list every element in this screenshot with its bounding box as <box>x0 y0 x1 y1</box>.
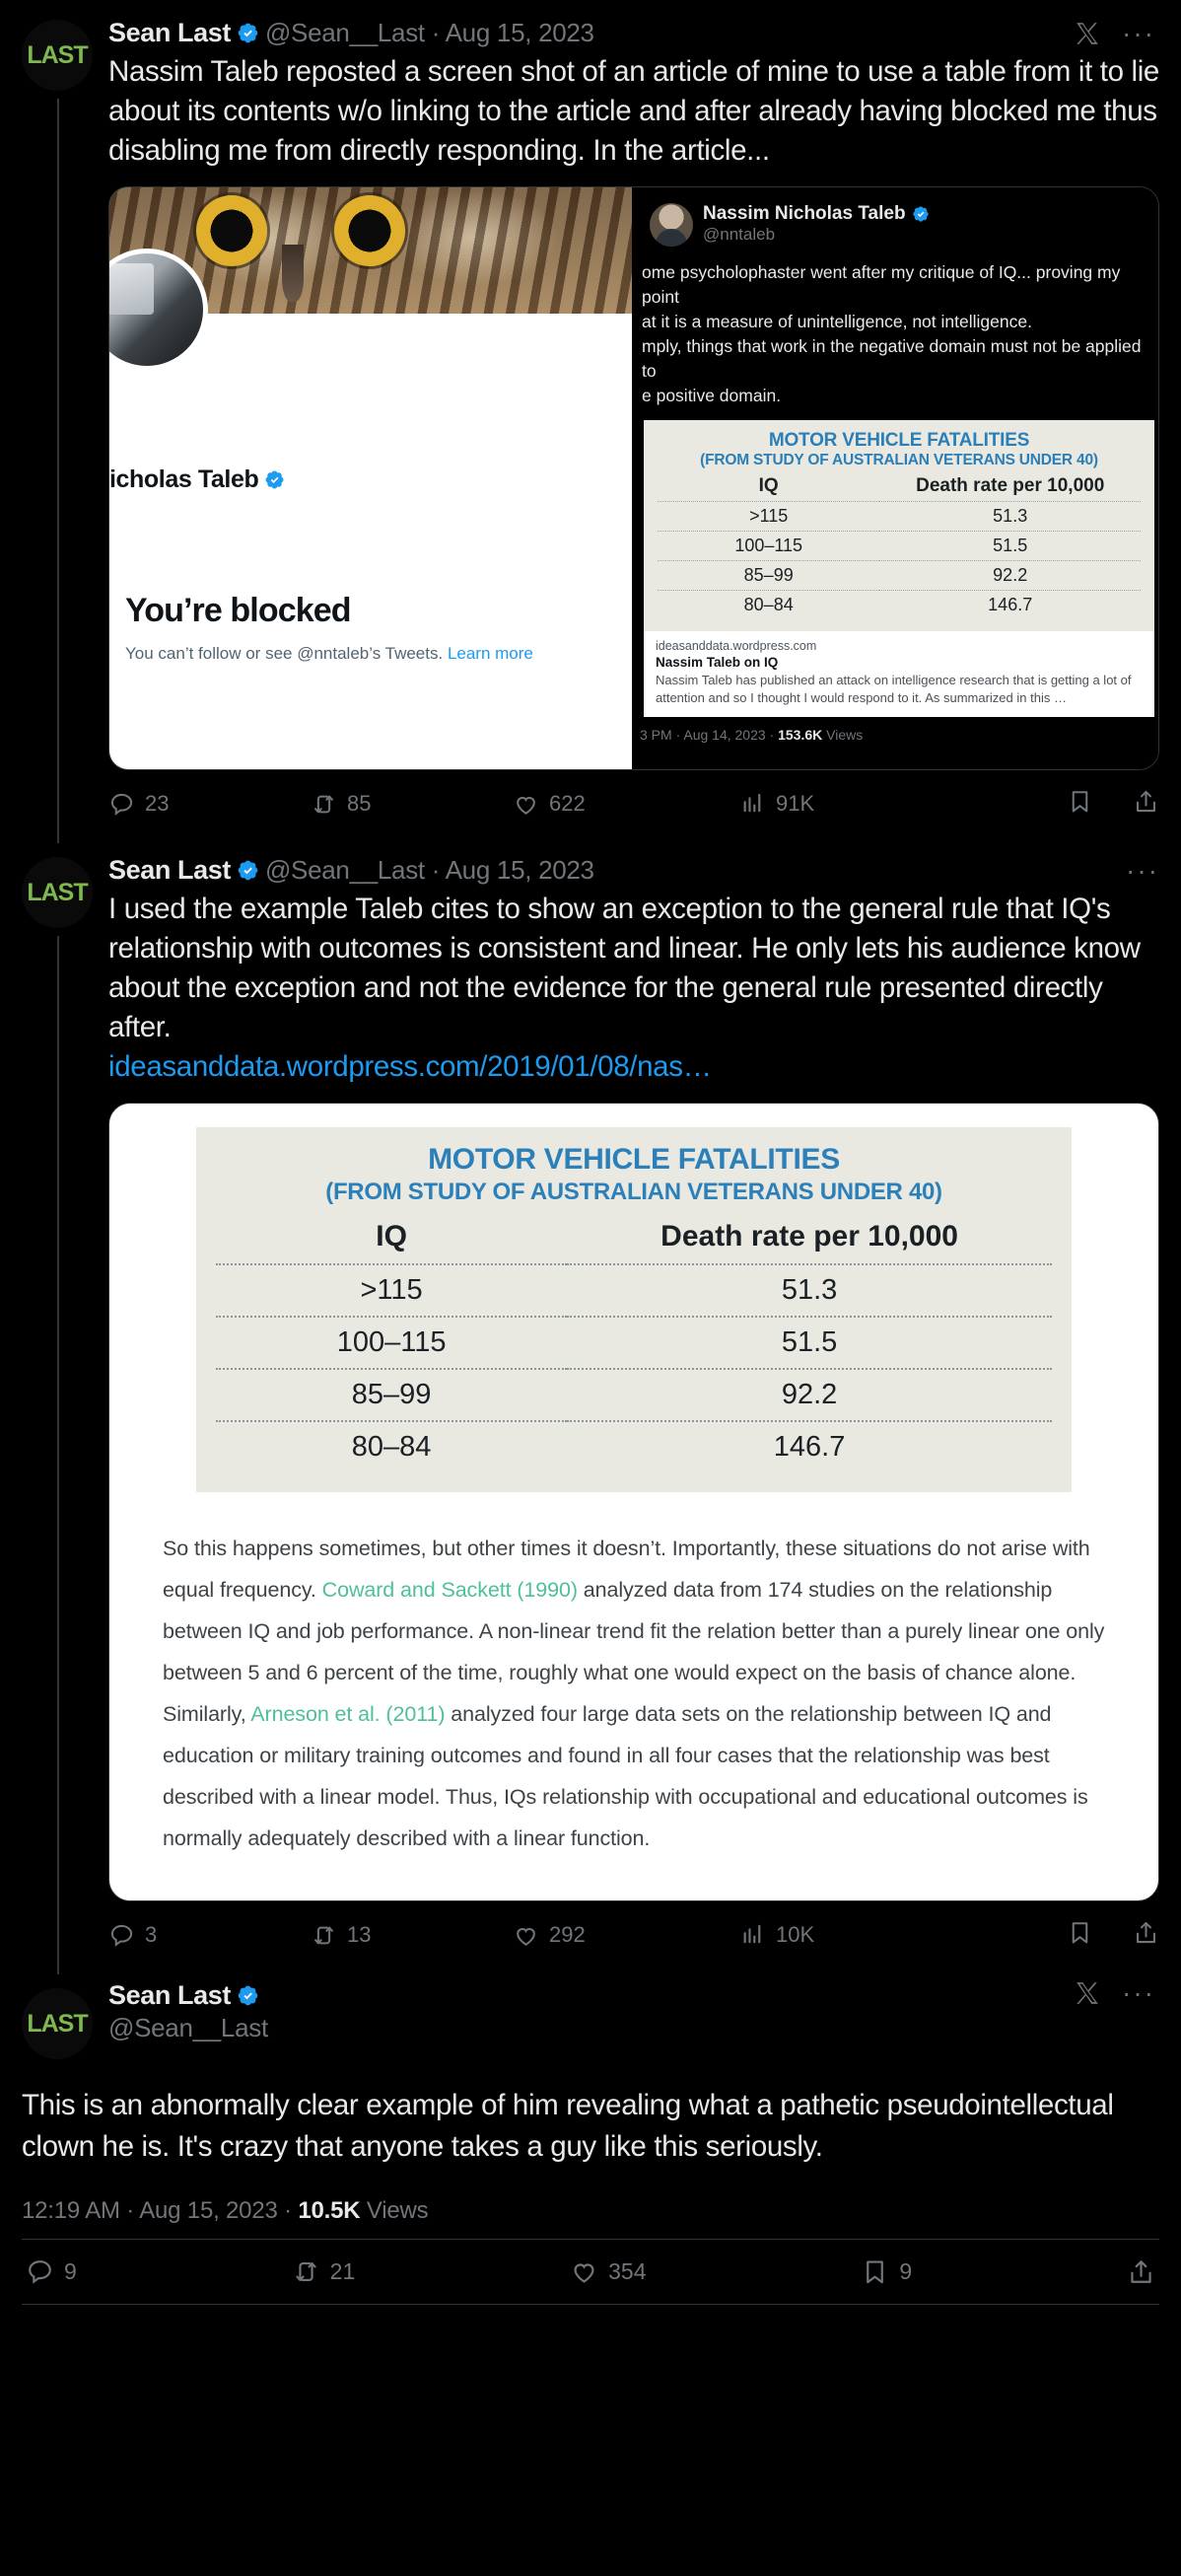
tweet-1-actions <box>108 788 1159 833</box>
fatalities-table <box>216 1216 1052 1472</box>
cell-iq: >115 <box>216 1264 567 1317</box>
blocked-profile-name-row <box>109 465 285 494</box>
bookmark-button[interactable] <box>1067 1919 1093 1951</box>
tweet-2-text-body: I used the example Taleb cites to show an exception to the general rule that IQ's relationship with outcomes is consistent and linear. He only lets his audience know about the exception and not the evidence for the general rule presented directly after. <box>108 893 1141 1043</box>
cell-rate: 146.7 <box>879 591 1141 620</box>
citation-coward-sackett[interactable]: Coward and Sackett (1990) <box>321 1578 578 1602</box>
tweet-3-text: This is an abnormally clear example of him revealing what a pathetic pseudointellectual clown he is. It's crazy that anyone takes a guy like this seriously. <box>22 2089 1114 2163</box>
taleb-tweet-text <box>642 260 1148 408</box>
reply-icon <box>26 2257 54 2286</box>
verified-badge-icon <box>912 205 930 223</box>
taleb-text-line-1: ome psycholophaster went after my critique of IQ... proving my point <box>642 262 1121 307</box>
repost-count: 85 <box>347 791 372 816</box>
cell-rate: 51.5 <box>879 532 1141 561</box>
table-row <box>658 502 1141 532</box>
column-header-death-rate: Death rate per 10,000 <box>916 475 1105 496</box>
paragraph-part: analyzed four large data sets on the relationship between IQ and education or military training outcomes and found in all four cases that the relationship was best described with a linear model. Thus, IQs relationship with occupational and educational outcomes is normally adequately described with a linear function. <box>163 1702 1088 1850</box>
link-preview-description: Nassim Taleb has published an attack on intelligence research that is getting a lot of attention and so I thought I would respond to it. As summarized in this … <box>656 673 1132 705</box>
share-button[interactable] <box>1127 2257 1155 2286</box>
fatalities-table-small <box>644 420 1154 631</box>
share-button[interactable] <box>1133 788 1159 820</box>
fatalities-subtitle: (FROM STUDY OF AUSTRALIAN VETERANS UNDER 40) <box>325 1179 942 1205</box>
article-paragraph <box>109 1492 1158 1900</box>
taleb-name-row <box>703 203 930 225</box>
thread-connector-line <box>57 936 59 1974</box>
reply-count: 23 <box>145 791 170 816</box>
tweet-3-meta: 12:19 AM · Aug 15, 2023 · 10.5K Views <box>22 2197 429 2224</box>
reply-icon <box>108 1922 135 1949</box>
cell-iq: 80–84 <box>658 591 879 620</box>
table-row <box>658 561 1141 591</box>
like-button[interactable] <box>513 1922 739 1949</box>
cell-iq: 100–115 <box>216 1317 567 1369</box>
cell-iq: 85–99 <box>216 1369 567 1421</box>
views-button[interactable] <box>739 791 1067 818</box>
x-logo-icon[interactable] <box>1075 1980 1100 2006</box>
analytics-icon <box>739 791 766 818</box>
paragraph-part: So this happens sometimes, but other times it doesn’t. Importantly, these situations do not arise with equal frequency. <box>163 1537 1090 1602</box>
blocked-heading: You’re blocked <box>125 592 351 629</box>
cell-rate: 51.3 <box>879 502 1141 532</box>
reply-icon <box>108 791 135 818</box>
reply-count: 9 <box>64 2258 77 2284</box>
author-display-name[interactable]: Sean Last <box>108 1980 231 2010</box>
taleb-tweet-footer: 3 PM · Aug 14, 2023 · 153.6K Views <box>640 727 864 743</box>
like-count: 354 <box>608 2258 647 2284</box>
blocked-card <box>109 187 632 769</box>
tweet-1-date: · Aug 15, 2023 <box>431 18 594 47</box>
repost-button[interactable] <box>292 2257 356 2286</box>
taleb-text-line-2: at it is a measure of unintelligence, not intelligence. <box>642 312 1032 331</box>
tweet-2-article-image[interactable] <box>108 1103 1159 1901</box>
table-row <box>658 532 1141 561</box>
citation-arneson[interactable]: Arneson et al. (2011) <box>250 1702 446 1726</box>
avatar-label: LAST <box>27 878 88 906</box>
tweet-3-views-count: 10.5K <box>298 2197 361 2224</box>
share-icon <box>1133 1919 1159 1946</box>
tweet-2-date: · Aug 15, 2023 <box>431 855 594 885</box>
taleb-footer-views-count: 153.6K <box>778 727 823 743</box>
tweet-2-text <box>108 890 1159 1087</box>
bookmark-icon <box>1067 788 1093 815</box>
taleb-handle: @nntaleb <box>703 225 776 244</box>
author-display-name[interactable]: Sean Last <box>108 855 231 885</box>
fatalities-title: MOTOR VEHICLE FATALITIES <box>428 1143 840 1176</box>
tweet-3-gutter <box>22 1980 108 2059</box>
column-header-iq: IQ <box>758 475 779 496</box>
author-handle-and-date <box>265 18 594 48</box>
media-taleb-screenshot[interactable] <box>636 187 1158 769</box>
blocked-profile-name: icholas Taleb <box>109 465 259 493</box>
reply-button[interactable] <box>26 2257 77 2286</box>
taleb-footer-time: 3 PM <box>640 727 672 743</box>
reply-button[interactable] <box>108 791 311 818</box>
tweet-1-text: Nassim Taleb reposted a screen shot of an article of mine to use a table from it to lie about its contents w/o linking to the article and after already having blocked me thus disabling me from directly responding. In the article... <box>108 55 1159 167</box>
tweet-2-header <box>108 849 1159 886</box>
fatalities-table <box>658 473 1141 619</box>
tweet-3-time: 12:19 AM <box>22 2197 120 2224</box>
tweet-3[interactable] <box>0 1968 1181 2059</box>
bookmark-button[interactable] <box>861 2257 912 2286</box>
views-button[interactable] <box>739 1922 1067 1949</box>
table-row <box>216 1421 1052 1472</box>
avatar[interactable] <box>22 1988 93 2059</box>
table-row <box>216 1369 1052 1421</box>
tweet-3-views-label: Views <box>366 2197 429 2224</box>
heart-icon <box>513 1922 539 1949</box>
bookmark-count: 9 <box>899 2258 913 2284</box>
reply-button[interactable] <box>108 1922 311 1949</box>
taleb-header <box>650 203 1148 247</box>
author-handle[interactable]: @Sean__Last <box>264 855 425 885</box>
owl-beak <box>282 245 304 302</box>
like-button[interactable] <box>513 791 739 818</box>
taleb-text-line-4: e positive domain. <box>642 386 782 405</box>
tweet-2[interactable] <box>0 837 1181 1968</box>
repost-count: 13 <box>347 1922 372 1947</box>
repost-button[interactable] <box>311 791 513 818</box>
owl-right-eye <box>334 195 405 266</box>
heart-icon <box>570 2257 598 2286</box>
tweet-2-gutter <box>22 849 108 1968</box>
cell-iq: >115 <box>658 502 879 532</box>
cell-rate: 51.3 <box>567 1264 1052 1317</box>
tweet-1-header <box>108 12 1159 48</box>
tweet-2-link[interactable]: ideasanddata.wordpress.com/2019/01/08/nas… <box>108 1050 712 1083</box>
blocked-subtext <box>125 641 610 667</box>
table-row <box>658 591 1141 620</box>
like-count: 292 <box>549 1922 586 1947</box>
heart-icon <box>513 791 539 818</box>
tweet-3-body <box>108 1977 1159 2059</box>
cell-iq: 85–99 <box>658 561 879 591</box>
taleb-footer-views-label: Views <box>826 727 864 743</box>
paragraph-part: analyzed data from 174 studies on the relationship between IQ and job performance. A non-linear trend fit the relation better than a purely linear one only between 5 and 6 percent of the time, roughly what one would expect on the basis of chance alone. Similarly, <box>163 1578 1105 1726</box>
tweet-1-media[interactable] <box>108 186 1159 770</box>
share-icon <box>1127 2257 1155 2286</box>
fatalities-subtitle: (FROM STUDY OF AUSTRALIAN VETERANS UNDER 40) <box>700 452 1098 468</box>
x-logo-icon[interactable] <box>1075 21 1100 46</box>
verified-badge-icon <box>264 469 285 490</box>
bookmark-icon <box>1067 1919 1093 1946</box>
taleb-text-line-3: mply, things that work in the negative domain must not be applied to <box>642 336 1142 381</box>
analytics-icon <box>739 1922 766 1949</box>
repost-icon <box>292 2257 320 2286</box>
media-blocked-screenshot[interactable] <box>109 187 632 769</box>
taleb-card <box>636 187 1158 769</box>
tweet-3-date: Aug 15, 2023 <box>139 2197 278 2224</box>
author-handle[interactable]: @Sean__Last <box>108 2013 268 2042</box>
tweet-3-actions <box>22 2239 1159 2305</box>
repost-count: 21 <box>329 2258 356 2284</box>
blocked-learn-more-link[interactable]: Learn more <box>447 644 533 663</box>
avatar-label: LAST <box>27 40 88 69</box>
tweet-3-header-icons <box>1075 1977 1159 2008</box>
blocked-subtext-body: You can’t follow or see @nntaleb’s Tweets. <box>125 644 444 663</box>
share-icon <box>1133 788 1159 815</box>
tweet-1-gutter <box>22 12 108 837</box>
tweet-3-header <box>108 1977 1159 2043</box>
like-button[interactable] <box>570 2257 646 2286</box>
more-options-icon[interactable]: ··· <box>1126 854 1159 886</box>
avatar[interactable] <box>22 857 93 928</box>
avatar[interactable] <box>22 20 93 91</box>
repost-button[interactable] <box>311 1922 513 1949</box>
repost-icon <box>311 791 337 818</box>
table-header-row <box>216 1216 1052 1264</box>
taleb-link-preview[interactable] <box>644 631 1154 717</box>
tweet-2-end-actions <box>1067 1919 1159 1951</box>
repost-icon <box>311 1922 337 1949</box>
cell-iq: 80–84 <box>216 1421 567 1472</box>
avatar-label: LAST <box>27 2009 88 2038</box>
table-row <box>216 1264 1052 1317</box>
views-count: 10K <box>776 1922 815 1947</box>
tweet-1[interactable] <box>0 0 1181 837</box>
more-options-icon[interactable]: ··· <box>1122 17 1155 48</box>
tweet-3-name-block <box>108 1980 268 2043</box>
views-count: 91K <box>776 791 815 816</box>
verified-badge-icon <box>237 22 259 44</box>
cell-rate: 92.2 <box>567 1369 1052 1421</box>
tweet-1-end-actions <box>1067 788 1159 820</box>
column-header-iq: IQ <box>376 1220 407 1252</box>
cell-iq: 100–115 <box>658 532 879 561</box>
author-handle[interactable]: @Sean__Last <box>264 18 425 47</box>
tweet-3-content <box>0 2085 1181 2229</box>
like-count: 622 <box>549 791 586 816</box>
reply-count: 3 <box>145 1922 158 1947</box>
bookmark-icon <box>861 2257 889 2286</box>
taleb-footer-date: Aug 14, 2023 <box>683 727 766 743</box>
taleb-display-name: Nassim Nicholas Taleb <box>703 203 906 224</box>
table-row <box>216 1317 1052 1369</box>
cell-rate: 92.2 <box>879 561 1141 591</box>
tweet-1-body <box>108 12 1159 837</box>
tweet-2-body <box>108 849 1159 1968</box>
taleb-name-block <box>703 203 930 245</box>
owl-left-eye <box>196 195 267 266</box>
more-options-icon[interactable]: ··· <box>1122 1977 1155 2008</box>
thread-connector-line <box>57 99 59 843</box>
verified-badge-icon <box>237 1984 259 2007</box>
tweet-2-actions <box>108 1919 1159 1965</box>
tweet-1-header-icons <box>1075 17 1159 48</box>
cell-rate: 146.7 <box>567 1421 1052 1472</box>
taleb-profile-picture <box>650 203 693 247</box>
taleb-table-image <box>644 420 1154 631</box>
bookmark-button[interactable] <box>1067 788 1093 820</box>
fatalities-table-large <box>196 1127 1072 1492</box>
column-header-death-rate: Death rate per 10,000 <box>660 1220 958 1252</box>
link-preview-domain: ideasanddata.wordpress.com <box>656 639 817 653</box>
verified-badge-icon <box>237 859 259 882</box>
table-header-row <box>658 473 1141 502</box>
link-preview-title: Nassim Taleb on IQ <box>656 655 779 670</box>
tweet-3-name-row <box>108 1980 268 2011</box>
author-handle-and-date <box>265 855 594 886</box>
fatalities-title: MOTOR VEHICLE FATALITIES <box>768 430 1030 451</box>
cell-rate: 51.5 <box>567 1317 1052 1369</box>
author-display-name[interactable]: Sean Last <box>108 18 231 47</box>
share-button[interactable] <box>1133 1919 1159 1951</box>
